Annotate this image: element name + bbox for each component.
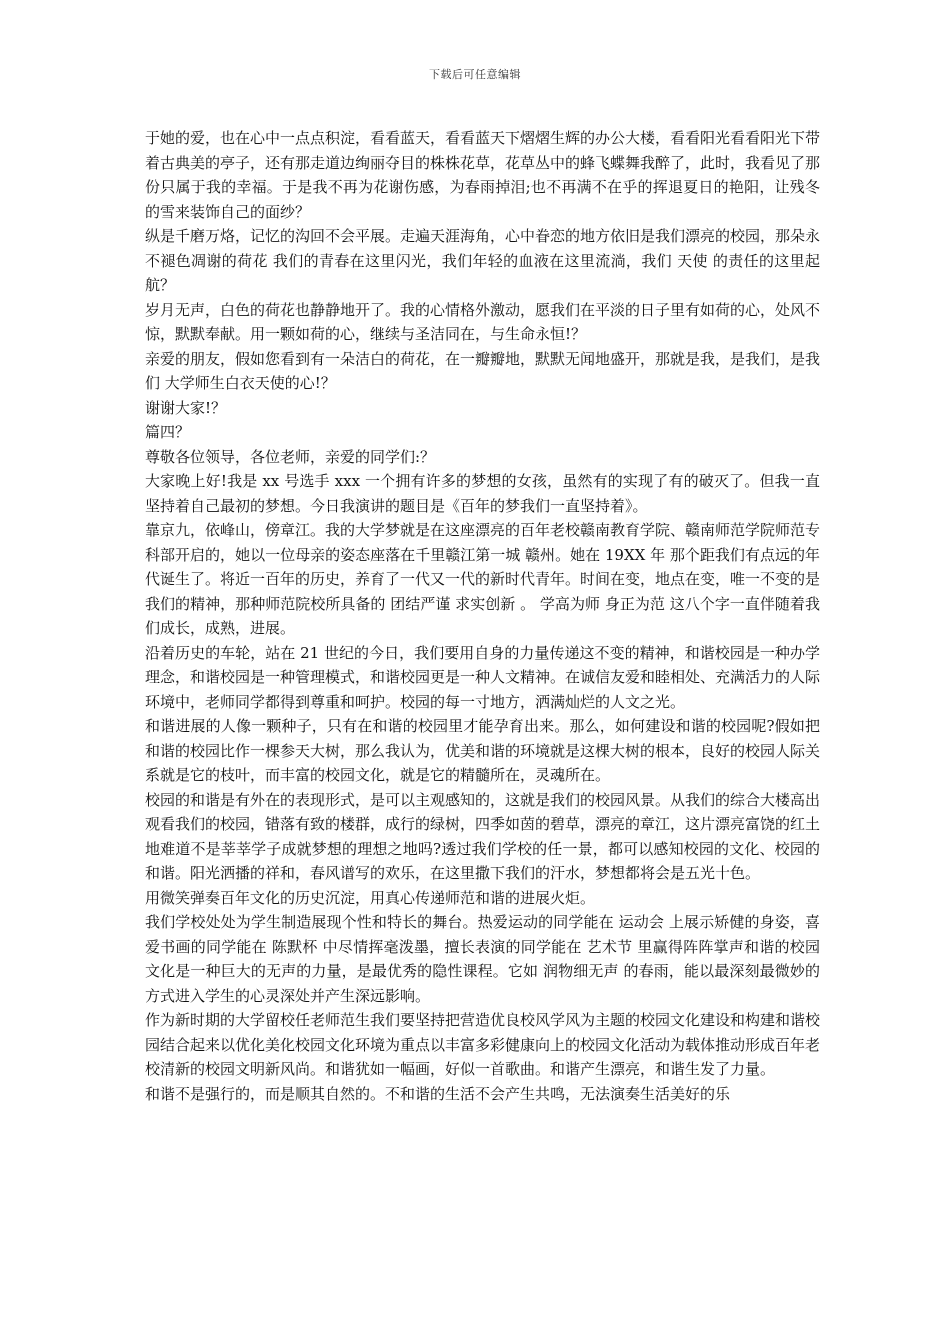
paragraph: 我们学校处处为学生制造展现个性和特长的舞台。热爱运动的同学能在 运动会 上展示矫健的身姿，喜爱书画的同学能在 陈默杯 中尽情挥毫泼墨，擅长表演的同学能在 艺术节 里赢得阵阵掌声和谐的校园文化是一种巨大的无声的力量，是最优秀的隐性课程。它如 润物细无声 的春雨，能以最深刻最微妙的方式进入学生的心灵深处并产生深远影响。 — [145, 913, 820, 1005]
page-header-note: 下载后可任意编辑 — [429, 68, 521, 81]
section-heading: 篇四？ — [145, 423, 191, 441]
paragraph: 作为新时期的大学留校任老师范生我们要坚持把营造优良校风学风为主题的校园文化建设和构建和谐校园结合起来以优化美化校园文化环境为重点以丰富多彩健康向上的校园文化活动为载体推动形成百年老校清新的校园文明新风尚。和谐犹如一幅画，好似一首歌曲。和谐产生漂亮，和谐生发了力量。 — [145, 1011, 821, 1078]
paragraph: 校园的和谐是有外在的表现形式，是可以主观感知的，这就是我们的校园风景。从我们的综合大楼高出观看我们的校园，错落有致的楼群，成行的绿树，四季如茵的碧草，漂亮的章江，这片漂亮富饶的红土地难道不是莘莘学子成就梦想的理想之地吗?透过我们学校的任一景，都可以感知校园的文化、校园的和谐。阳光洒播的祥和，春风谱写的欢乐，在这里撒下我们的汗水，梦想都将会是五光十色。 — [145, 790, 821, 882]
paragraph: 纵是千磨万烙，记忆的沟回不会平展。走遍天涯海角，心中眷恋的地方依旧是我们漂亮的校园，那朵永不褪色凋谢的荷花 我们的青春在这里闪光，我们年轻的血液在这里流淌，我们 天使 的责任的这里起航？ — [145, 227, 821, 294]
paragraph: 靠京九，依峰山，傍章江。我的大学梦就是在这座漂亮的百年老校赣南教育学院、赣南师范学院师范专科部开启的，她以一位母亲的姿态座落在千里赣江第一城 赣州。她在 19XX 年 那个距我们有点远的年代诞生了。将近一百年的历史，养育了一代又一代的新时代青年。时间在变，地点在变，唯一不变的是我们的精神，那种师范院校所具备的 团结严谨 求实创新 。 学高为师 身正为范 这八个字一直伴随着我们成长，成熟，进展。 — [145, 521, 821, 637]
document-body — [145, 126, 820, 1106]
paragraph: 和谐不是强行的，而是顺其自然的。不和谐的生活不会产生共鸣，无法演奏生活美好的乐 — [145, 1084, 731, 1103]
paragraph: 用微笑弹奏百年文化的历史沉淀，用真心传递师范和谐的进展火炬。 — [145, 888, 596, 907]
paragraph: 和谐进展的人像一颗种子，只有在和谐的校园里才能孕育出来。那么，如何建设和谐的校园呢?假如把和谐的校园比作一棵参天大树，那么我认为，优美和谐的环境就是这棵大树的根本，良好的校园人际关系就是它的枝叶，而丰富的校园文化，就是它的精髓所在，灵魂所在。 — [145, 717, 821, 784]
salutation: 尊敬各位领导，各位老师，亲爱的同学们:？ — [145, 447, 436, 466]
paragraph: 亲爱的朋友，假如您看到有一朵洁白的荷花，在一瓣瓣地，默默无闻地盛开，那就是我，是我们，是我们 大学师生白衣天使的心!？ — [145, 349, 821, 392]
paragraph: 岁月无声，白色的荷花也静静地开了。我的心情格外激动，愿我们在平淡的日子里有如荷的心，处风不惊，默默奉献。用一颗如荷的心，继续与圣洁同在，与生命永恒!？ — [145, 300, 821, 343]
paragraph: 于她的爱，也在心中一点点积淀，看看蓝天，看看蓝天下熠熠生辉的办公大楼，看看阳光看看阳光下带着古典美的亭子，还有那走道边绚丽夺目的株株花草，花草丛中的蜂飞蝶舞我醉了，此时，我看见了那份只属于我的幸福。于是我不再为花谢伤感，为春雨掉泪;也不再满不在乎的挥退夏日的艳阳，让残冬的雪来装饰自己的面纱？ — [145, 129, 821, 221]
paragraph: 大家晚上好!我是 xx 号选手 xxx 一个拥有许多的梦想的女孩，虽然有的实现了有的破灭了。但我一直坚持着自己最初的梦想。今日我演讲的题目是《百年的梦我们一直坚持着》。 — [145, 472, 820, 515]
paragraph: 沿着历史的车轮，站在 21 世纪的今日，我们要用自身的力量传递这不变的精神，和谐校园是一种办学理念，和谐校园是一种管理模式，和谐校园更是一种人文精神。在诚信友爱和睦相处、充满活力的人际环境中，老师同学都得到尊重和呵护。校园的每一寸地方，洒满灿烂的人文之光。 — [145, 643, 821, 711]
paragraph: 谢谢大家!？ — [145, 398, 227, 417]
